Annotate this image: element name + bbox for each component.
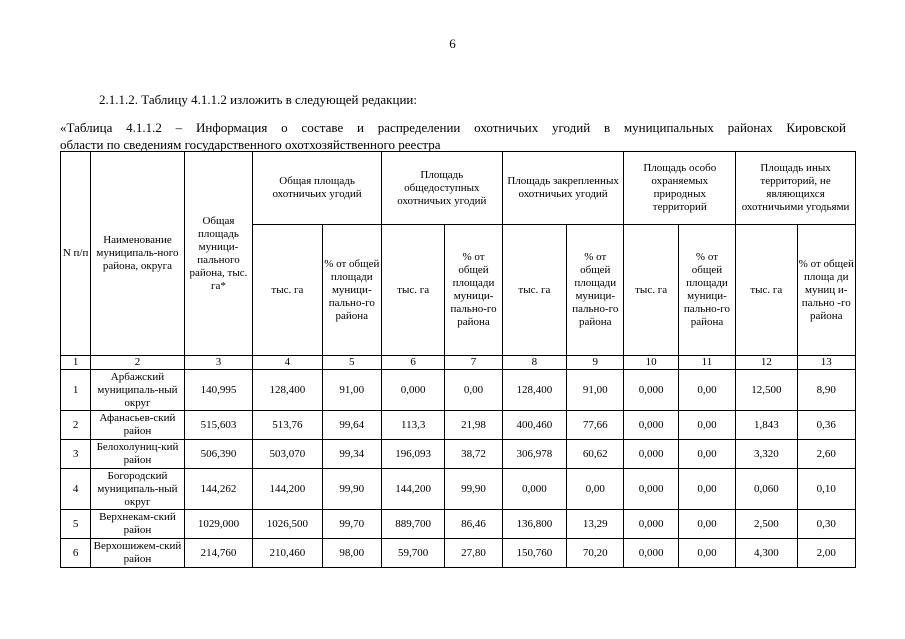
cell-value: 86,46 xyxy=(445,510,502,539)
cell-value: 0,00 xyxy=(678,411,735,440)
cell-value: 0,30 xyxy=(797,510,855,539)
district-name: Богородский муниципаль-ный округ xyxy=(91,469,185,510)
column-number: 4 xyxy=(253,356,322,370)
column-number: 1 xyxy=(61,356,91,370)
row-number: 3 xyxy=(61,440,91,469)
cell-value: 38,72 xyxy=(445,440,502,469)
cell-value: 0,10 xyxy=(797,469,855,510)
cell-value: 128,400 xyxy=(253,370,322,411)
cell-value: 515,603 xyxy=(184,411,252,440)
cell-value: 210,460 xyxy=(253,539,322,568)
cell-value: 70,20 xyxy=(567,539,624,568)
cell-value: 214,760 xyxy=(184,539,252,568)
cell-value: 0,060 xyxy=(736,469,797,510)
table-row xyxy=(61,539,856,568)
cell-value: 1029,000 xyxy=(184,510,252,539)
column-number-row xyxy=(61,356,856,370)
cell-value: 136,800 xyxy=(502,510,566,539)
cell-value: 0,000 xyxy=(624,440,678,469)
cell-value: 0,00 xyxy=(678,510,735,539)
cell-value: 27,80 xyxy=(445,539,502,568)
header-unit-tha: тыс. га xyxy=(624,225,678,356)
header-unit-tha: тыс. га xyxy=(736,225,797,356)
cell-value: 144,200 xyxy=(253,469,322,510)
header-unit-tha: тыс. га xyxy=(502,225,566,356)
cell-value: 1,843 xyxy=(736,411,797,440)
cell-value: 99,90 xyxy=(322,469,381,510)
cell-value: 2,00 xyxy=(797,539,855,568)
column-number: 5 xyxy=(322,356,381,370)
cell-value: 144,262 xyxy=(184,469,252,510)
header-unit-pct: % от общей площади муници-пально-го района xyxy=(445,225,502,356)
table-row xyxy=(61,510,856,539)
district-name: Верхнекам-ский район xyxy=(91,510,185,539)
cell-value: 306,978 xyxy=(502,440,566,469)
header-num: N п/п xyxy=(61,152,91,356)
cell-value: 0,00 xyxy=(567,469,624,510)
district-name: Арбажский муниципаль-ный округ xyxy=(91,370,185,411)
column-number: 13 xyxy=(797,356,855,370)
table-caption xyxy=(60,119,846,153)
row-number: 6 xyxy=(61,539,91,568)
district-name: Белохолуниц-кий район xyxy=(91,440,185,469)
cell-value: 503,070 xyxy=(253,440,322,469)
cell-value: 0,000 xyxy=(624,411,678,440)
cell-value: 99,64 xyxy=(322,411,381,440)
cell-value: 99,70 xyxy=(322,510,381,539)
header-unit-pct: % от общей площади муници-пально-го района xyxy=(567,225,624,356)
cell-value: 0,000 xyxy=(624,539,678,568)
cell-value: 12,500 xyxy=(736,370,797,411)
table-row xyxy=(61,469,856,510)
header-row-groups xyxy=(61,152,856,225)
cell-value: 128,400 xyxy=(502,370,566,411)
header-total-area: Общая площадь муници-пального района, тыс. га* xyxy=(184,152,252,356)
cell-value: 140,995 xyxy=(184,370,252,411)
row-number: 4 xyxy=(61,469,91,510)
cell-value: 0,000 xyxy=(624,370,678,411)
column-number: 2 xyxy=(91,356,185,370)
hunting-grounds-table xyxy=(60,151,856,568)
header-unit-tha: тыс. га xyxy=(381,225,444,356)
cell-value: 0,00 xyxy=(678,469,735,510)
column-number: 6 xyxy=(381,356,444,370)
cell-value: 99,34 xyxy=(322,440,381,469)
cell-value: 506,390 xyxy=(184,440,252,469)
table-row xyxy=(61,411,856,440)
row-number: 5 xyxy=(61,510,91,539)
header-unit-pct: % от общей площа ди муниц и-пально -го района xyxy=(797,225,855,356)
cell-value: 0,000 xyxy=(624,469,678,510)
cell-value: 400,460 xyxy=(502,411,566,440)
row-number: 1 xyxy=(61,370,91,411)
column-number: 8 xyxy=(502,356,566,370)
cell-value: 196,093 xyxy=(381,440,444,469)
cell-value: 0,000 xyxy=(624,510,678,539)
caption-line-1: «Таблица 4.1.1.2 – Информация о составе и распределении охотничьих угодий в муниципальных районах Кировской xyxy=(60,120,846,135)
header-unit-tha: тыс. га xyxy=(253,225,322,356)
cell-value: 98,00 xyxy=(322,539,381,568)
cell-value: 0,000 xyxy=(502,469,566,510)
cell-value: 0,00 xyxy=(678,440,735,469)
cell-value: 113,3 xyxy=(381,411,444,440)
cell-value: 144,200 xyxy=(381,469,444,510)
row-number: 2 xyxy=(61,411,91,440)
cell-value: 513,76 xyxy=(253,411,322,440)
column-number: 10 xyxy=(624,356,678,370)
cell-value: 13,29 xyxy=(567,510,624,539)
column-number: 12 xyxy=(736,356,797,370)
cell-value: 60,62 xyxy=(567,440,624,469)
cell-value: 91,00 xyxy=(567,370,624,411)
cell-value: 59,700 xyxy=(381,539,444,568)
page-number: 6 xyxy=(449,36,456,51)
header-name: Наименование муниципаль-ного района, округа xyxy=(91,152,185,356)
caption-line-2: области по сведениям государственного охотхозяйственного реестра xyxy=(60,137,441,152)
cell-value: 0,36 xyxy=(797,411,855,440)
cell-value: 150,760 xyxy=(502,539,566,568)
cell-value: 1026,500 xyxy=(253,510,322,539)
header-group-other: Площадь иных территорий, не являющихся охотничьими угодьями xyxy=(736,152,856,225)
column-number: 11 xyxy=(678,356,735,370)
header-unit-pct: % от общей площади муници-пально-го района xyxy=(322,225,381,356)
column-number: 9 xyxy=(567,356,624,370)
cell-value: 99,90 xyxy=(445,469,502,510)
cell-value: 2,60 xyxy=(797,440,855,469)
cell-value: 0,00 xyxy=(678,370,735,411)
instruction-text: 2.1.1.2. Таблицу 4.1.1.2 изложить в следующей редакции: xyxy=(99,92,417,107)
table-row xyxy=(61,370,856,411)
cell-value: 91,00 xyxy=(322,370,381,411)
cell-value: 2,500 xyxy=(736,510,797,539)
cell-value: 3,320 xyxy=(736,440,797,469)
cell-value: 0,00 xyxy=(678,539,735,568)
cell-value: 8,90 xyxy=(797,370,855,411)
district-name: Верхошижем-ский район xyxy=(91,539,185,568)
header-group-protected: Площадь особо охраняемых природных территорий xyxy=(624,152,736,225)
header-unit-pct: % от общей площади муници-пально-го района xyxy=(678,225,735,356)
header-group-assigned: Площадь закрепленных охотничьих угодий xyxy=(502,152,624,225)
header-group-hunting: Общая площадь охотничьих угодий xyxy=(253,152,382,225)
district-name: Афанасьев-ский район xyxy=(91,411,185,440)
cell-value: 4,300 xyxy=(736,539,797,568)
header-group-public: Площадь общедоступных охотничьих угодий xyxy=(381,152,502,225)
table-row xyxy=(61,440,856,469)
cell-value: 21,98 xyxy=(445,411,502,440)
cell-value: 889,700 xyxy=(381,510,444,539)
cell-value: 0,00 xyxy=(445,370,502,411)
column-number: 7 xyxy=(445,356,502,370)
column-number: 3 xyxy=(184,356,252,370)
cell-value: 0,000 xyxy=(381,370,444,411)
cell-value: 77,66 xyxy=(567,411,624,440)
